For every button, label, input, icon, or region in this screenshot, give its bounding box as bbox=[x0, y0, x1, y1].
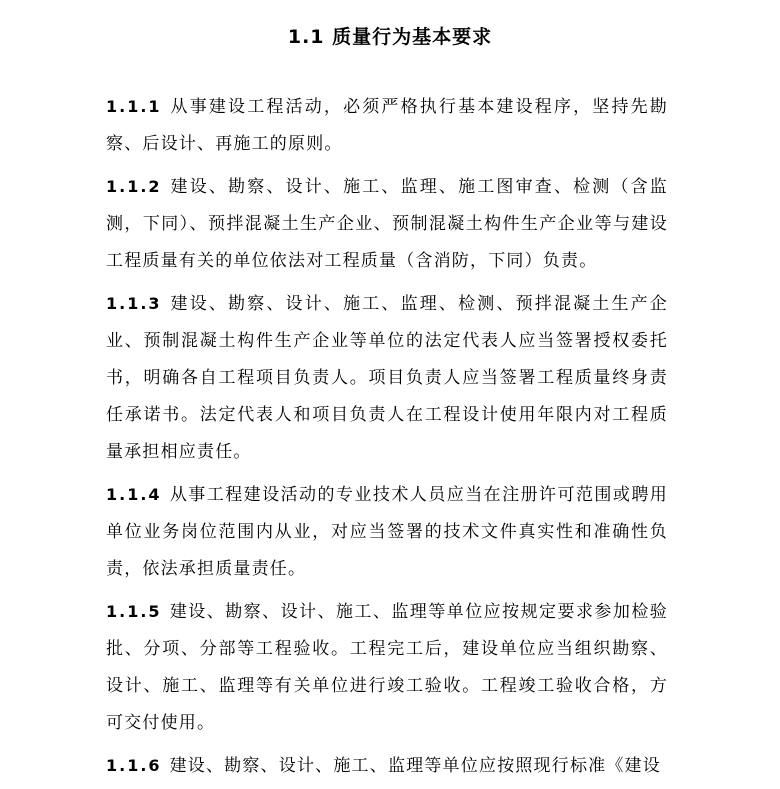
clause-number: 1.1.4 bbox=[106, 485, 162, 504]
clause-1-1-3 bbox=[106, 285, 668, 471]
clause-text: 建设、勘察、设计、施工、监理、检测、预拌混凝土生产企业、预制混凝土构件生产企业等单位的法定代表人应当签署授权委托书，明确各自工程项目负责人。项目负责人应当签署工程质量终身责任承诺书。法定代表人和项目负责人在工程设计使用年限内对工程质量承担相应责任。 bbox=[106, 294, 668, 462]
clause-list bbox=[106, 88, 668, 785]
clause-text: 建设、勘察、设计、施工、监理等单位应按规定要求参加检验批、分项、分部等工程验收。工程完工后，建设单位应当组织勘察、设计、施工、监理等有关单位进行竣工验收。工程竣工验收合格，方可交付使用。 bbox=[106, 602, 668, 733]
clause-text: 建设、勘察、设计、施工、监理、施工图审查、检测（含监测，下同）、预拌混凝土生产企业、预制混凝土构件生产企业等与建设工程质量有关的单位依法对工程质量（含消防，下同）负责。 bbox=[106, 177, 668, 271]
section-title: 1.1 质量行为基本要求 bbox=[287, 26, 493, 48]
clause-1-1-5 bbox=[106, 593, 668, 742]
clause-1-1-1 bbox=[106, 88, 668, 163]
clause-text: 从事工程建设活动的专业技术人员应当在注册许可范围或聘用单位业务岗位范围内从业，对应当签署的技术文件真实性和准确性负责，依法承担质量责任。 bbox=[106, 485, 668, 579]
clause-number: 1.1.2 bbox=[106, 177, 162, 196]
clause-1-1-2 bbox=[106, 168, 668, 280]
clause-text: 从事建设工程活动，必须严格执行基本建设程序，坚持先勘察、后设计、再施工的原则。 bbox=[106, 97, 668, 154]
clause-number: 1.1.3 bbox=[106, 294, 162, 313]
clause-text: 建设、勘察、设计、施工、监理等单位应按照现行标准《建设 bbox=[169, 756, 661, 776]
clause-1-1-4 bbox=[106, 476, 668, 588]
clause-number: 1.1.5 bbox=[106, 602, 162, 621]
clause-number: 1.1.6 bbox=[106, 756, 162, 775]
clause-1-1-6 bbox=[106, 747, 668, 785]
clause-number: 1.1.1 bbox=[106, 97, 162, 116]
